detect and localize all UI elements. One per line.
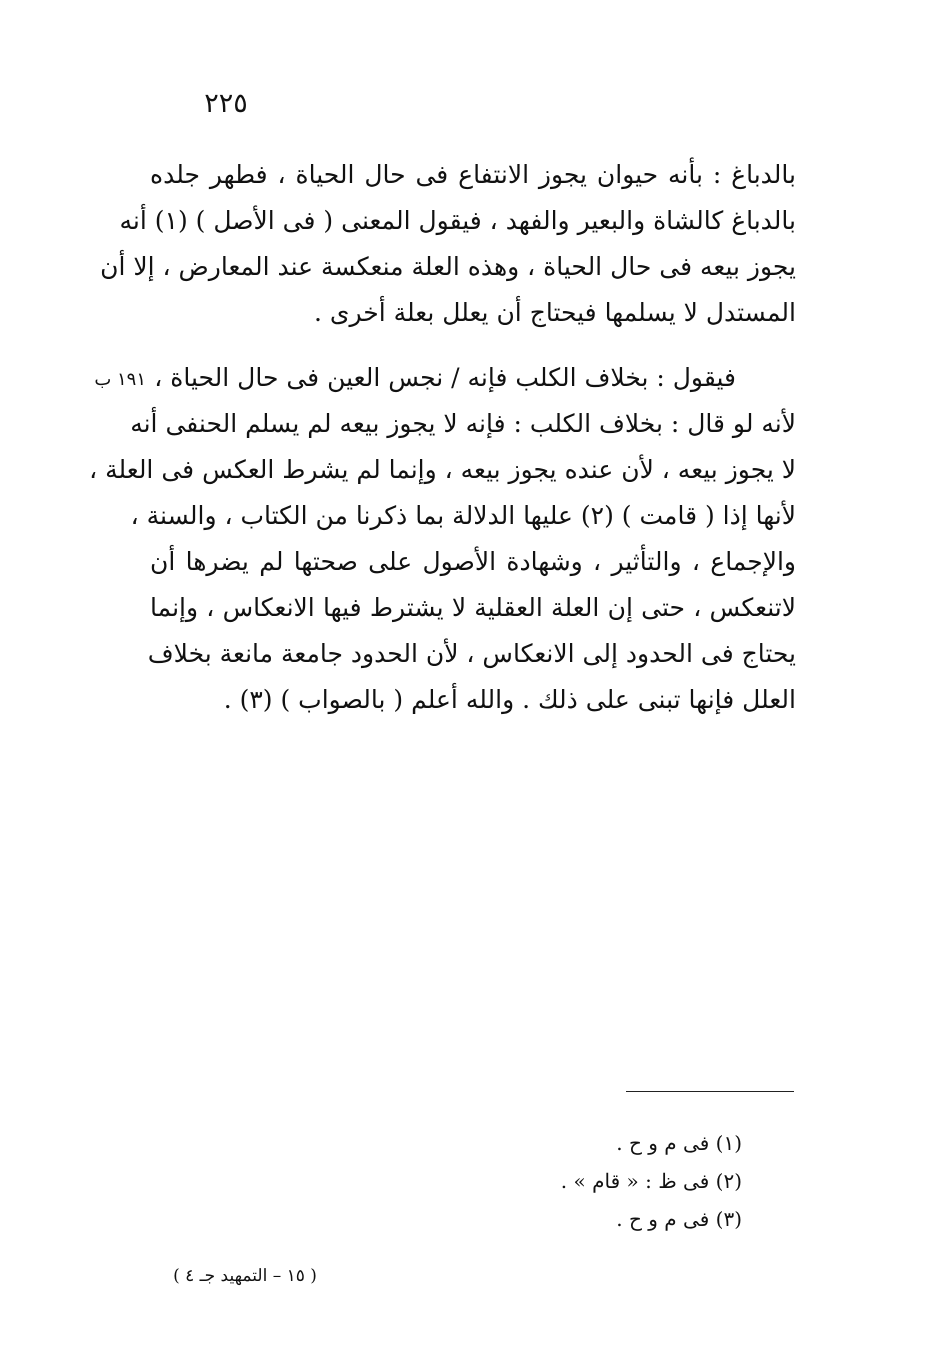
- folio-margin-note: ١٩١ ب: [94, 369, 146, 390]
- footnote-divider: [626, 1091, 794, 1092]
- text-line: يحتاج فى الحدود إلى الانعكاس ، لأن الحدود جامعة مانعة بخلاف: [147, 639, 796, 668]
- footnotes: [450, 1124, 742, 1238]
- text-line: والإجماع ، والتأثير ، وشهادة الأصول على صحتها لم يضرها أن: [150, 547, 796, 576]
- footnote: (٢) فى ظ : « قام » .: [560, 1169, 742, 1193]
- text-line: لا يجوز بيعه ، لأن عنده يجوز بيعه ، وإنما لم يشرط العكس فى العلة ،: [89, 455, 796, 484]
- text-line: يجوز بيعه فى حال الحياة ، وهذه العلة منعكسة عند المعارض ، إلا أن: [100, 252, 796, 281]
- text-line: لاتنعكس ، حتى إن العلة العقلية لا يشترط فيها الانعكاس ، وإنما: [150, 593, 796, 622]
- text-line: بالدباغ : بأنه حيوان يجوز الانتفاع فى حال الحياة ، فطهر جلده: [150, 160, 796, 189]
- footnote: (٣) فى م و ح .: [616, 1207, 742, 1231]
- text-line: لأنه لو قال : بخلاف الكلب : فإنه لا يجوز بيعه لم يسلم الحنفى أنه: [130, 409, 796, 438]
- paragraph-one: [100, 152, 796, 336]
- page-number: ٢٢٥: [204, 88, 248, 119]
- footnote: (١) فى م و ح .: [616, 1131, 742, 1155]
- text-line: المستدل لا يسلمها فيحتاج أن يعلل بعلة أخرى .: [314, 298, 796, 327]
- text-line: العلل فإنها تبنى على ذلك . والله أعلم ( بالصواب ) (٣) .: [223, 685, 796, 714]
- printer-signature: ( ١٥ – التمهيد جـ ٤ ): [173, 1266, 317, 1286]
- text-line: لأنها إذا ( قامت ) (٢) عليها الدلالة بما ذكرنا من الكتاب ، والسنة ،: [130, 501, 796, 530]
- text-line: بالدباغ كالشاة والبعير والفهد ، فيقول المعنى ( فى الأصل ) (١) أنه: [119, 206, 796, 235]
- text-line: فيقول : بخلاف الكلب فإنه / نجس العين فى حال الحياة ،: [154, 363, 736, 392]
